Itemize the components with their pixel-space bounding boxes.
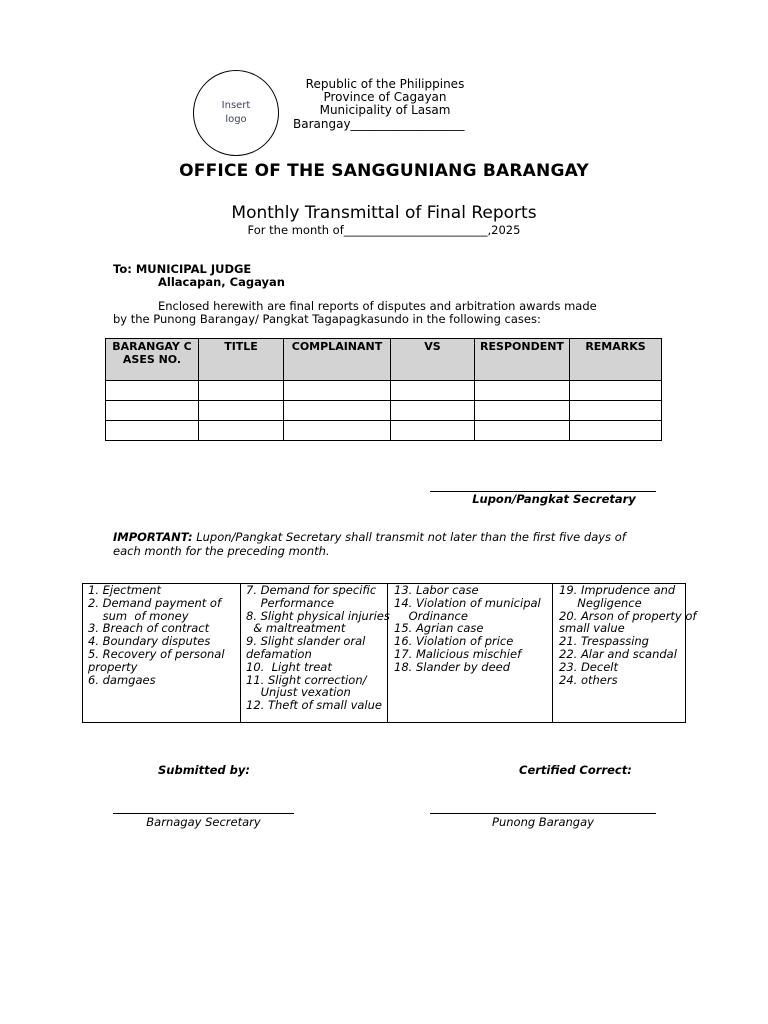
case-type-item: 22. Alar and scandal xyxy=(559,646,677,661)
case-type-item: small value xyxy=(559,621,625,636)
case-type-item: Ordinance xyxy=(394,608,468,623)
table-cell[interactable] xyxy=(284,421,391,441)
table-cell[interactable] xyxy=(391,421,475,441)
table-cell[interactable] xyxy=(199,401,284,421)
case-type-item: 17. Malicious mischief xyxy=(394,646,522,661)
case-type-item: defamation xyxy=(246,646,312,661)
case-type-item: 12. Theft of small value xyxy=(246,698,382,713)
case-type-item: 21. Trespassing xyxy=(559,634,649,649)
cases-table xyxy=(105,338,662,441)
case-type-item: 5. Recovery of personal xyxy=(88,646,225,661)
case-type-item: 3. Breach of contract xyxy=(88,621,210,636)
logo-placeholder xyxy=(193,70,279,156)
case-type-item: 10. Light treat xyxy=(246,659,332,674)
punong-barangay-label: Punong Barangay xyxy=(492,815,594,829)
case-type-item: Unjust vexation xyxy=(246,685,351,700)
header-province: Province of Cagayan xyxy=(323,90,447,104)
case-type-item: 2. Demand payment of xyxy=(88,595,222,610)
case-type-item: property xyxy=(88,659,138,674)
intro-line-2: by the Punong Barangay/ Pangkat Tagapagkasundo in the following cases: xyxy=(113,312,541,326)
table-cell[interactable] xyxy=(199,381,284,401)
certified-correct-label: Certified Correct: xyxy=(519,763,632,777)
case-type-item: 11. Slight correction/ xyxy=(246,672,367,687)
table-cell[interactable] xyxy=(570,421,662,441)
case-type-item: 18. Slander by deed xyxy=(394,659,511,674)
header-republic: Republic of the Philippines xyxy=(305,77,465,91)
table-header-row xyxy=(106,339,662,381)
table-cell[interactable] xyxy=(391,381,475,401)
case-types-column-3 xyxy=(388,584,553,722)
table-row xyxy=(106,381,662,401)
submitted-by-label: Submitted by: xyxy=(158,763,250,777)
case-type-item: 15. Agrian case xyxy=(394,621,484,636)
barangay-secretary-label: Barnagay Secretary xyxy=(146,815,261,829)
header-remarks: REMARKS xyxy=(570,339,662,381)
important-line-1: Lupon/Pangkat Secretary shall transmit not later than the first five days of xyxy=(196,530,626,544)
case-type-item: 1. Ejectment xyxy=(88,583,162,597)
important-label: IMPORTANT: xyxy=(113,530,193,544)
logo-text-line1: Insert xyxy=(221,99,251,111)
table-cell[interactable] xyxy=(106,401,199,421)
report-title: Monthly Transmittal of Final Reports xyxy=(231,203,537,223)
case-type-item: sum of money xyxy=(88,608,189,623)
case-type-item: 4. Boundary disputes xyxy=(88,634,211,649)
month-field: For the month of_________________________,2025 xyxy=(247,223,521,237)
case-types-column-2 xyxy=(241,584,388,722)
case-type-item: 14. Violation of municipal xyxy=(394,595,541,610)
case-types-column-1 xyxy=(83,584,241,722)
important-note xyxy=(113,531,693,558)
table-cell[interactable] xyxy=(391,401,475,421)
case-type-item: 23. Decelt xyxy=(559,659,618,674)
case-types-box xyxy=(82,583,697,723)
secretary-signature-label: Lupon/Pangkat Secretary xyxy=(472,492,636,506)
case-type-item: 24. others xyxy=(559,672,618,687)
barangay-secretary-signature-line[interactable] xyxy=(113,813,294,814)
table-cell[interactable] xyxy=(106,421,199,441)
case-type-item: 20. Arson of property of xyxy=(559,608,697,623)
table-row xyxy=(106,401,662,421)
table-cell[interactable] xyxy=(284,381,391,401)
office-title: OFFICE OF THE SANGGUNIANG BARANGAY xyxy=(179,161,589,181)
header-municipality: Municipality of Lasam xyxy=(319,103,451,117)
important-line-2: each month for the preceding month. xyxy=(113,543,330,558)
table-cell[interactable] xyxy=(475,381,570,401)
case-type-item: 6. damgaes xyxy=(88,672,156,687)
table-cell[interactable] xyxy=(475,401,570,421)
addressee-location: Allacapan, Cagayan xyxy=(158,275,285,289)
header-title: TITLE xyxy=(199,339,284,381)
table-cell[interactable] xyxy=(570,381,662,401)
case-type-item: 8. Slight physical injuries xyxy=(246,608,390,623)
case-type-item: 7. Demand for specific xyxy=(246,583,377,597)
case-type-item: & maltreatment xyxy=(246,621,346,636)
table-row xyxy=(106,421,662,441)
logo-text-line2: logo xyxy=(225,114,247,125)
case-type-item: 9. Slight slander oral xyxy=(246,634,366,649)
barangay-field: Barangay___________________ xyxy=(293,117,465,131)
case-type-item: Performance xyxy=(246,595,335,610)
header-respondent: RESPONDENT xyxy=(475,339,570,381)
table-cell[interactable] xyxy=(475,421,570,441)
case-type-item: 13. Labor case xyxy=(394,583,479,597)
case-type-item: 19. Imprudence and xyxy=(559,583,676,597)
header-case-no: BARANGAY CASES NO. xyxy=(106,339,199,381)
header-complainant: COMPLAINANT xyxy=(284,339,391,381)
header-vs: VS xyxy=(391,339,475,381)
table-cell[interactable] xyxy=(570,401,662,421)
table-cell[interactable] xyxy=(284,401,391,421)
case-type-item: 16. Violation of price xyxy=(394,634,514,649)
table-cell[interactable] xyxy=(199,421,284,441)
addressee: To: MUNICIPAL JUDGE xyxy=(113,262,252,276)
case-type-item: Negligence xyxy=(559,595,642,610)
punong-barangay-signature-line[interactable] xyxy=(430,813,656,814)
table-cell[interactable] xyxy=(106,381,199,401)
intro-line-1: Enclosed herewith are final reports of disputes and arbitration awards made xyxy=(158,299,597,313)
case-types-column-4 xyxy=(553,583,697,722)
